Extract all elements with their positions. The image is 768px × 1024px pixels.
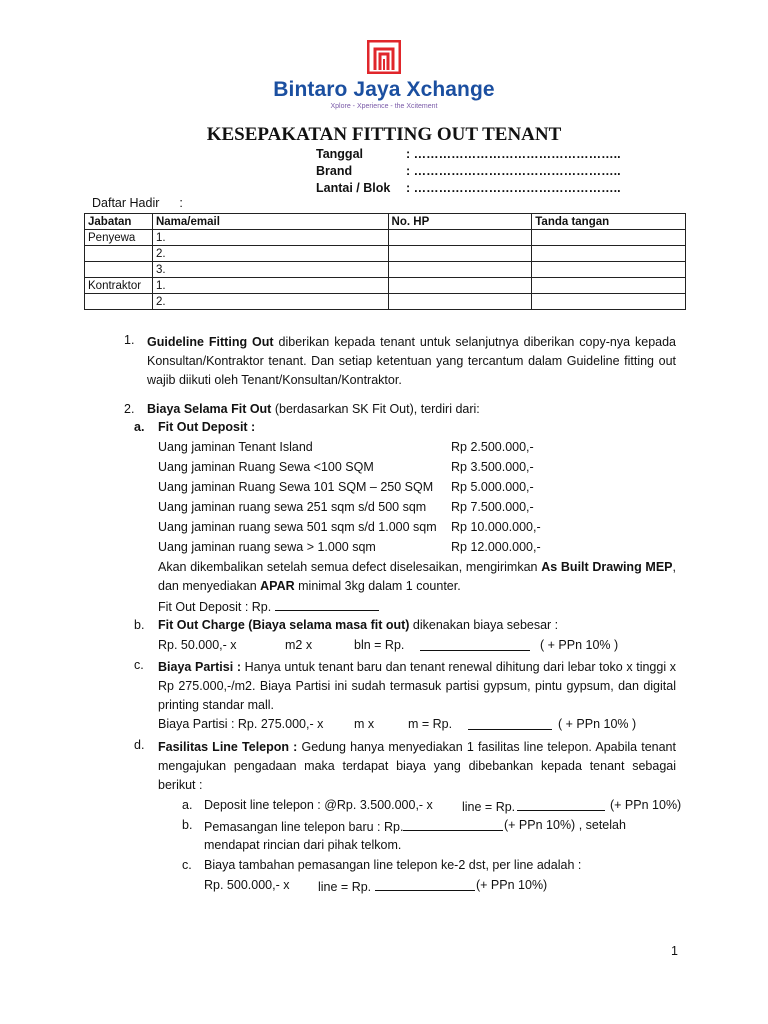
logo-tagline: Xplore - Xperience - the Xcitement (330, 103, 438, 110)
section-2b-title: Fit Out Charge (Biaya selama masa fit out) (158, 618, 410, 632)
deposit-item-label: Uang jaminan Ruang Sewa 101 SQM – 250 SQM (158, 480, 434, 494)
note-text: minimal 3kg dalam 1 counter. (294, 579, 461, 593)
section-1-body: diberikan kepada tenant untuk selanjutnya diberikan copy-nya kepada Konsultan/Kontraktor tenant. Dan setiap ketentuan yang tercantum dalam Guideline fitting out wajib diikuti oleh Tenant/Konsultan/Kontraktor. (147, 335, 676, 387)
charge-total-field[interactable] (420, 638, 530, 654)
section-2d-letter: d. (134, 738, 145, 752)
deposit-item-label: Uang jaminan ruang sewa 251 sqm s/d 500 sqm (158, 500, 427, 514)
document-title: KESEPAKATAN FITTING OUT TENANT (206, 124, 562, 145)
phone-install-field[interactable] (403, 818, 503, 831)
table-row (85, 278, 686, 294)
section-1-text (147, 333, 676, 390)
section-2d-title: Fasilitas Line Telepon : (158, 740, 298, 754)
phone-item-text (462, 798, 605, 814)
partisi-calc-3: m = Rp. (408, 717, 453, 731)
cell-hp (388, 278, 532, 294)
phone-item-line-label: line = Rp. (462, 800, 516, 814)
meta-label: Tanggal (316, 147, 363, 161)
phone-extra-field[interactable] (375, 878, 475, 891)
charge-calc-3: bln = Rp. (354, 638, 405, 652)
logo-name: Bintaro Jaya Xchange (273, 78, 495, 101)
table-row (85, 262, 686, 278)
meta-label: Brand (316, 164, 353, 178)
attendance-colon: : (179, 196, 183, 210)
phone-item-text (204, 818, 503, 834)
cell-ttd (532, 278, 686, 294)
note-bold: APAR (260, 579, 295, 593)
cell-jabatan: Penyewa (85, 230, 153, 246)
partisi-ppn: ( + PPn 10% ) (558, 717, 637, 731)
meta-value: : ………………………………………….. (406, 147, 621, 161)
section-2-bold: Biaya Selama Fit Out (147, 402, 272, 416)
section-2-heading (147, 402, 480, 416)
section-2d-body: Gedung hanya menyediakan 1 fasilitas line telepon. Apabila tenant mengajukan pengadaan maka terdapat biaya yang dibebankan kepada tenant sebagai berikut : (158, 740, 676, 792)
section-2-body: (berdasarkan SK Fit Out), terdiri dari: (271, 402, 480, 416)
deposit-item-label: Uang jaminan ruang sewa 501 sqm s/d 1.000 sqm (158, 520, 437, 534)
cell-jabatan (85, 246, 153, 262)
deposit-item-amount: Rp 7.500.000,- (451, 500, 534, 514)
phone-deposit-field[interactable] (517, 798, 605, 811)
section-2c-body: Hanya untuk tenant baru dan tenant renewal dihitung dari lebar toko x tinggi x Rp 275.000,-/m2. Biaya Partisi ini sudah termasuk partisi gypsum, pintu gypsum, dan digital printing standar mall. (158, 660, 676, 712)
cell-jabatan (85, 262, 153, 278)
meta-label: Lantai / Blok (316, 181, 391, 195)
cell-ttd (532, 246, 686, 262)
meta-value: : ………………………………………….. (406, 181, 621, 195)
charge-ppn: ( + PPn 10% ) (540, 638, 619, 652)
phone-item-line-label: line = Rp. (318, 880, 372, 894)
deposit-total-label: Fit Out Deposit : Rp. (158, 600, 272, 614)
phone-item-ppn: (+ PPn 10%) (610, 798, 682, 812)
section-2b-heading (158, 618, 558, 632)
section-1-number: 1. (124, 333, 135, 347)
partisi-total-field[interactable] (468, 717, 552, 733)
meta-row-brand (316, 163, 621, 180)
table-header-row (85, 214, 686, 230)
note-text: Akan dikembalikan setelah semua defect diselesaikan, mengirimkan (158, 560, 542, 574)
attendance-label (92, 196, 183, 210)
cell-jabatan: Kontraktor (85, 278, 153, 294)
attendance-table (84, 213, 686, 310)
deposit-item-amount: Rp 3.500.000,- (451, 460, 534, 474)
section-2c-letter: c. (134, 658, 144, 672)
partisi-calc-2: m x (354, 717, 375, 731)
cell-nama: 2. (152, 294, 388, 310)
table-row (85, 230, 686, 246)
section-2a-letter: a. (134, 420, 145, 434)
deposit-item-amount: Rp 2.500.000,- (451, 440, 534, 454)
note-bold: As Built Drawing MEP (541, 560, 673, 574)
meta-row-lantai (316, 180, 621, 197)
charge-calc-1: Rp. 50.000,- x (158, 638, 237, 652)
deposit-item-amount: Rp 10.000.000,- (451, 520, 541, 534)
phone-item-text: Biaya tambahan pemasangan line telepon ke-2 dst, per line adalah : (204, 858, 582, 872)
section-2a-title: Fit Out Deposit : (158, 420, 256, 434)
phone-item-text: mendapat rincian dari pihak telkom. (204, 838, 402, 852)
phone-item-letter: b. (182, 818, 193, 832)
deposit-item-amount: Rp 5.000.000,- (451, 480, 534, 494)
section-2c-title: Biaya Partisi : (158, 660, 241, 674)
deposit-item-label: Uang jaminan Tenant Island (158, 440, 313, 454)
phone-item-text (318, 878, 475, 894)
deposit-total-line (158, 598, 379, 614)
cell-ttd (532, 230, 686, 246)
phone-item-letter: a. (182, 798, 193, 812)
cell-ttd (532, 262, 686, 278)
deposit-note (158, 558, 676, 596)
section-2b-body: dikenakan biaya sebesar : (409, 618, 559, 632)
cell-ttd (532, 294, 686, 310)
phone-item-label: Pemasangan line telepon baru : Rp. (204, 820, 404, 834)
phone-item-text: Rp. 500.000,- x (204, 878, 290, 892)
partisi-calc-1: Biaya Partisi : Rp. 275.000,- x (158, 717, 324, 731)
cell-nama: 1. (152, 278, 388, 294)
section-1-bold: Guideline Fitting Out (147, 335, 274, 349)
header-hp: No. HP (388, 214, 532, 230)
deposit-item-amount: Rp 12.000.000,- (451, 540, 541, 554)
meta-block (316, 146, 621, 197)
phone-item-ppn: (+ PPn 10%) , setelah (504, 818, 626, 832)
deposit-item-label: Uang jaminan Ruang Sewa <100 SQM (158, 460, 374, 474)
phone-item-ppn: (+ PPn 10%) (476, 878, 548, 892)
header-jabatan: Jabatan (85, 214, 153, 230)
cell-hp (388, 230, 532, 246)
cell-nama: 3. (152, 262, 388, 278)
section-2-number: 2. (124, 402, 135, 416)
phone-item-text: Deposit line telepon : @Rp. 3.500.000,- x (204, 798, 433, 812)
attendance-title: Daftar Hadir (92, 196, 160, 210)
cell-hp (388, 294, 532, 310)
table-row (85, 246, 686, 262)
cell-nama: 1. (152, 230, 388, 246)
cell-nama: 2. (152, 246, 388, 262)
brand-logo (0, 40, 768, 110)
page-number: 1 (671, 944, 678, 958)
deposit-total-field[interactable] (275, 598, 379, 611)
logo-mark-icon (367, 40, 401, 74)
section-2c-text (158, 658, 676, 715)
deposit-item-label: Uang jaminan ruang sewa > 1.000 sqm (158, 540, 376, 554)
header-ttd: Tanda tangan (532, 214, 686, 230)
meta-value: : ………………………………………….. (406, 164, 621, 178)
cell-hp (388, 262, 532, 278)
header-nama: Nama/email (152, 214, 388, 230)
note-text: , dan menyediakan (158, 560, 676, 593)
section-2d-text (158, 738, 676, 795)
section-2b-letter: b. (134, 618, 145, 632)
charge-calc-2: m2 x (285, 638, 313, 652)
cell-hp (388, 246, 532, 262)
meta-row-tanggal (316, 146, 621, 163)
cell-jabatan (85, 294, 153, 310)
phone-item-letter: c. (182, 858, 192, 872)
table-row (85, 294, 686, 310)
